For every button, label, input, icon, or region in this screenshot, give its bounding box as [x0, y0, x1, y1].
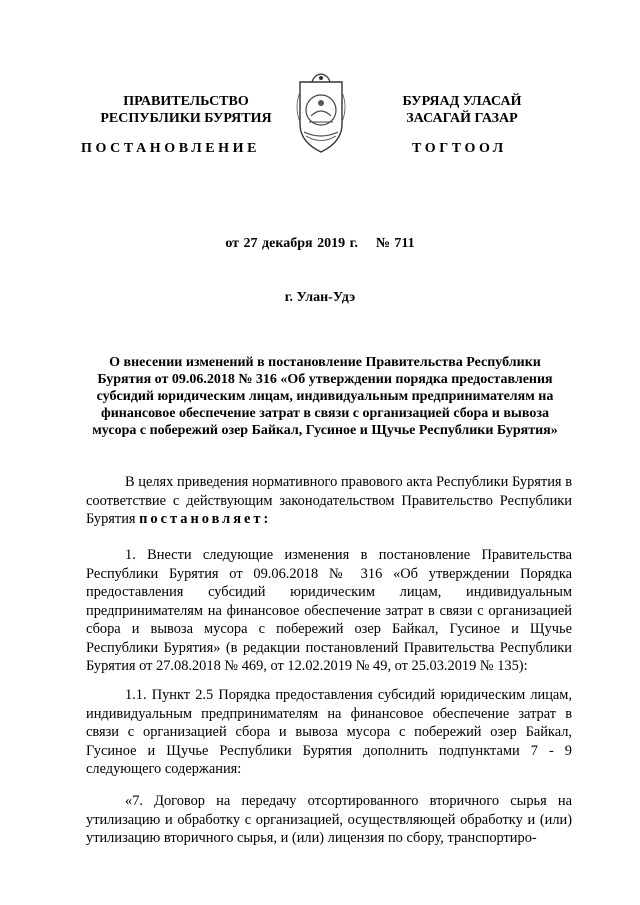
header-left-line-1: ПРАВИТЕЛЬСТВО: [123, 94, 249, 109]
resolution-title: О внесении изменений в постановление Правительства Республики Бурятия от 09.06.2018 № 316 «Об утверждении порядка предоставления субсидий юридическим лицам, индивидуальным предпринимателям на финансовое обеспечение затрат в связи с организацией сбора и вывоза мусора с побережий озер Байкал, Гусиное и Щучье Республики Бурятия»: [92, 355, 558, 438]
header-right-line-2: ЗАСАГАЙ ГАЗАР: [406, 111, 518, 126]
header-right-line-1: БУРЯАД УЛАСАЙ: [402, 94, 522, 109]
paragraph-1-1: 1.1. Пункт 2.5 Порядка предоставления субсидий юридическим лицам, индивидуальным предпринимателям на финансовое обеспечение затрат в связи с организацией сбора и вывоза мусора с побережий озер Байкал, Гусиное и Щучье Республики Бурятия дополнить подпунктами 7 - 9 следующего содержания:: [86, 687, 572, 777]
preamble-text: В целях приведения нормативного правового акта Республики Бурятия в соответствие с действующим законодательством Правительство Республики Бурятия: [86, 474, 572, 527]
coat-of-arms-icon: [292, 72, 350, 156]
document-type-buryat: ТОГТООЛ: [412, 141, 507, 156]
date-and-number: от 27 декабря 2019 г. № 711: [225, 236, 415, 251]
paragraph-1: 1. Внести следующие изменения в постановление Правительства Республики Бурятия от 09.06.2018 № 316 «Об утверждении Порядка предоставления субсидий юридическим лицам, индивидуальным предпринимателям на финансовое обеспечение затрат в связи с организацией сбора и вывоза мусора с побережий озер Байкал, Гусиное и Щучье Республики Бурятия» (в редакции постановлений Правительства Республики Бурятия от 27.08.2018 № 469, от 12.02.2019 № 49, от 25.03.2019 № 135):: [86, 547, 572, 674]
government-name-russian: [86, 93, 286, 127]
resolves-word: постановляет:: [139, 511, 272, 527]
government-name-buryat: [372, 93, 552, 127]
city: г. Улан-Удэ: [284, 290, 356, 305]
document-type-russian: ПОСТАНОВЛЕНИЕ: [81, 141, 261, 156]
header-left-line-2: РЕСПУБЛИКИ БУРЯТИЯ: [100, 111, 272, 126]
preamble-paragraph: [86, 473, 572, 529]
paragraph-7: «7. Договор на передачу отсортированного вторичного сырья на утилизацию и обработку с организацией, осуществляющей обработку и (или) утилизацию вторичного сырья, и (или) лицензия по сбору, транспортиро-: [86, 793, 572, 846]
